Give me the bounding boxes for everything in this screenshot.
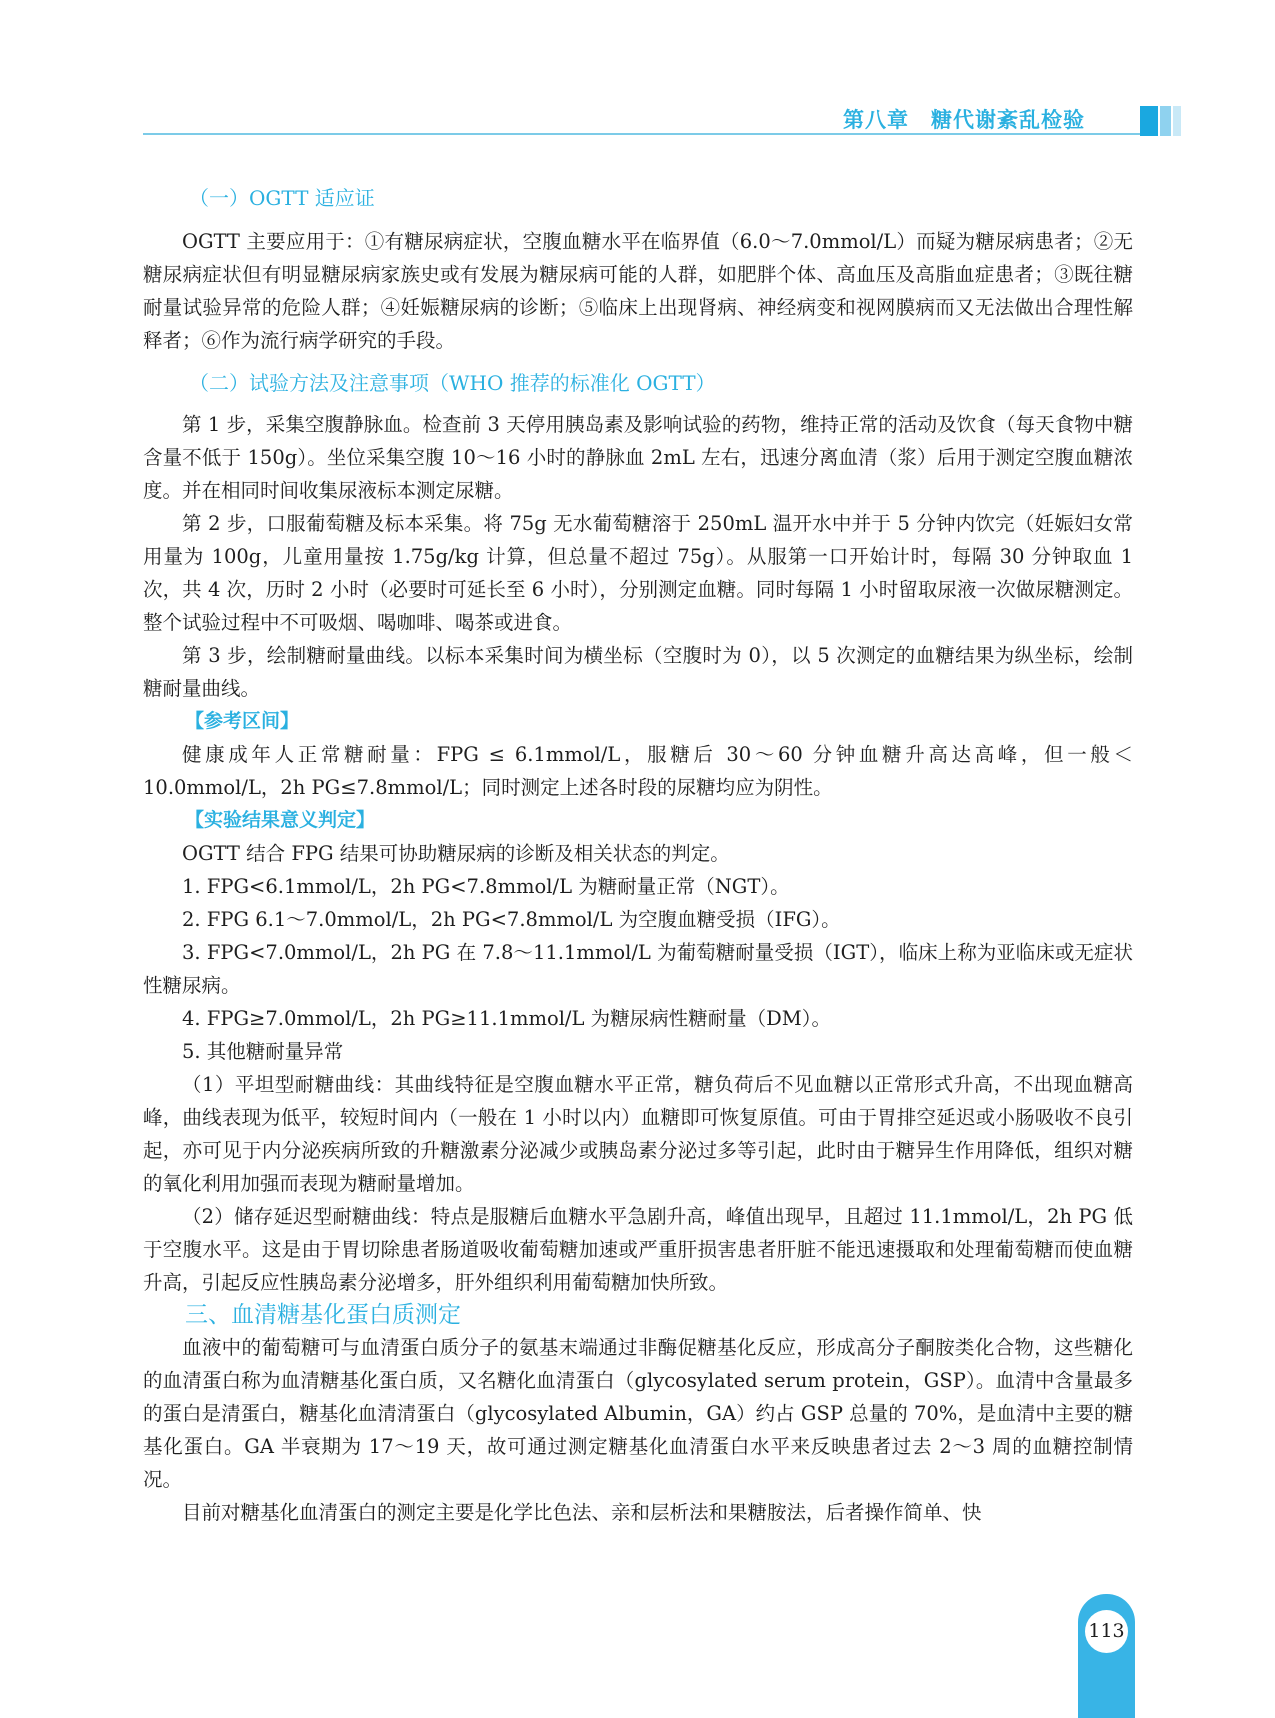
reference-heading: 【参考区间】 bbox=[185, 710, 300, 732]
significance-intro: OGTT 结合 FPG 结果可协助糖尿病的诊断及相关状态的判定。 bbox=[182, 842, 730, 865]
reference-paragraph: 健康成年人正常糖耐量：FPG ≤ 6.1mmol/L，服糖后 30～60 分钟血糖升高达高峰，但一般＜10.0mmol/L，2h PG≤7.8mmol/L；同时测定上述各时段的尿糖均应为阴性。 bbox=[143, 743, 1133, 799]
flat-curve-paragraph: （1）平坦型耐糖曲线：其曲线特征是空腹血糖水平正常，糖负荷后不见血糖以正常形式升高，不出现血糖高峰，曲线表现为低平，较短时间内（一般在 1 小时以内）血糖即可恢复原值。可由于胃排空延迟或小肠吸收不良引起，亦可见于内分泌疾病所致的升糖激素分泌减少或胰岛素分泌过多等引起，此时由于糖异生作用降低，组织对糖的氧化利用加强而表现为糖耐量增加。 bbox=[143, 1073, 1133, 1195]
step1-paragraph: 第 1 步，采集空腹静脉血。检查前 3 天停用胰岛素及影响试验的药物，维持正常的活动及饮食（每天食物中糖含量不低于 150g）。坐位采集空腹 10～16 小时的静脉血 2mL 左右，迅速分离血清（浆）后用于测定空腹血糖浓度。并在相同时间收集尿液标本测定尿糖。 bbox=[143, 413, 1133, 502]
result-item: 4. FPG≥7.0mmol/L，2h PG≥11.1mmol/L 为糖尿病性糖耐量（DM）。 bbox=[182, 1007, 832, 1030]
result-item: 2. FPG 6.1～7.0mmol/L，2h PG<7.8mmol/L 为空腹血糖受损（IFG）。 bbox=[182, 908, 841, 931]
result-item: 5. 其他糖耐量异常 bbox=[182, 1040, 344, 1063]
page-number: 113 bbox=[1085, 1610, 1128, 1653]
ogtt-indications-heading: （一）OGTT 适应证 bbox=[189, 186, 375, 210]
significance-heading: 【实验结果意义判定】 bbox=[185, 809, 376, 831]
result-item: 3. FPG<7.0mmol/L，2h PG 在 7.8～11.1mmol/L 为葡萄糖耐量受损（IGT），临床上称为亚临床或无症状性糖尿病。 bbox=[143, 941, 1133, 997]
ogtt-indications-paragraph: OGTT 主要应用于：①有糖尿病症状，空腹血糖水平在临界值（6.0～7.0mmol/L）而疑为糖尿病患者；②无糖尿病症状但有明显糖尿病家族史或有发展为糖尿病可能的人群，如肥胖个体、高血压及高脂血症患者；③既往糖耐量试验异常的危险人群；④妊娠糖尿病的诊断；⑤临床上出现肾病、神经病变和视网膜病而又无法做出合理性解释者；⑥作为流行病学研究的手段。 bbox=[143, 230, 1133, 352]
section3-heading: 三、血清糖基化蛋白质测定 bbox=[185, 1302, 461, 1328]
header-rule bbox=[143, 133, 1143, 135]
methods-paragraph: 目前对糖基化血清蛋白的测定主要是化学比色法、亲和层析法和果糖胺法，后者操作简单、快 bbox=[182, 1501, 982, 1524]
header-color-block bbox=[1173, 106, 1181, 136]
method-heading: （二）试验方法及注意事项（WHO 推荐的标准化 OGTT） bbox=[189, 371, 716, 395]
page-header bbox=[0, 100, 1275, 140]
result-item: 1. FPG<6.1mmol/L，2h PG<7.8mmol/L 为糖耐量正常（NGT）。 bbox=[182, 875, 790, 898]
step2-paragraph: 第 2 步，口服葡萄糖及标本采集。将 75g 无水葡萄糖溶于 250mL 温开水中并于 5 分钟内饮完（妊娠妇女常用量为 100g，儿童用量按 1.75g/kg 计算，但总量不超过 75g）。从服第一口开始计时，每隔 30 分钟取血 1 次，共 4 次，历时 2 小时（必要时可延长至 6 小时），分别测定血糖。同时每隔 1 小时留取尿液一次做尿糖测定。整个试验过程中不可吸烟、喝咖啡、喝茶或进食。 bbox=[143, 512, 1133, 634]
page-body bbox=[143, 182, 1133, 1529]
chapter-title: 第八章 糖代谢紊乱检验 bbox=[843, 108, 1085, 132]
delayed-curve-paragraph: （2）储存延迟型耐糖曲线：特点是服糖后血糖水平急剧升高，峰值出现早，且超过 11.1mmol/L，2h PG 低于空腹水平。这是由于胃切除患者肠道吸收葡萄糖加速或严重肝损害患者肝脏不能迅速摄取和处理葡萄糖而使血糖升高，引起反应性胰岛素分泌增多，肝外组织利用葡萄糖加快所致。 bbox=[143, 1205, 1133, 1294]
header-color-block bbox=[1160, 106, 1171, 136]
step3-paragraph: 第 3 步，绘制糖耐量曲线。以标本采集时间为横坐标（空腹时为 0），以 5 次测定的血糖结果为纵坐标，绘制糖耐量曲线。 bbox=[143, 644, 1133, 700]
gsp-paragraph: 血液中的葡萄糖可与血清蛋白质分子的氨基末端通过非酶促糖基化反应，形成高分子酮胺类化合物，这些糖化的血清蛋白称为血清糖基化蛋白质，又名糖化血清蛋白（glycosylated serum protein，GSP）。血清中含量最多的蛋白是清蛋白，糖基化血清清蛋白（glycosylated Albumin，GA）约占 GSP 总量的 70%，是血清中主要的糖基化蛋白。GA 半衰期为 17～19 天，故可通过测定糖基化血清蛋白水平来反映患者过去 2～3 周的血糖控制情况。 bbox=[143, 1336, 1133, 1491]
header-color-block bbox=[1140, 106, 1158, 136]
